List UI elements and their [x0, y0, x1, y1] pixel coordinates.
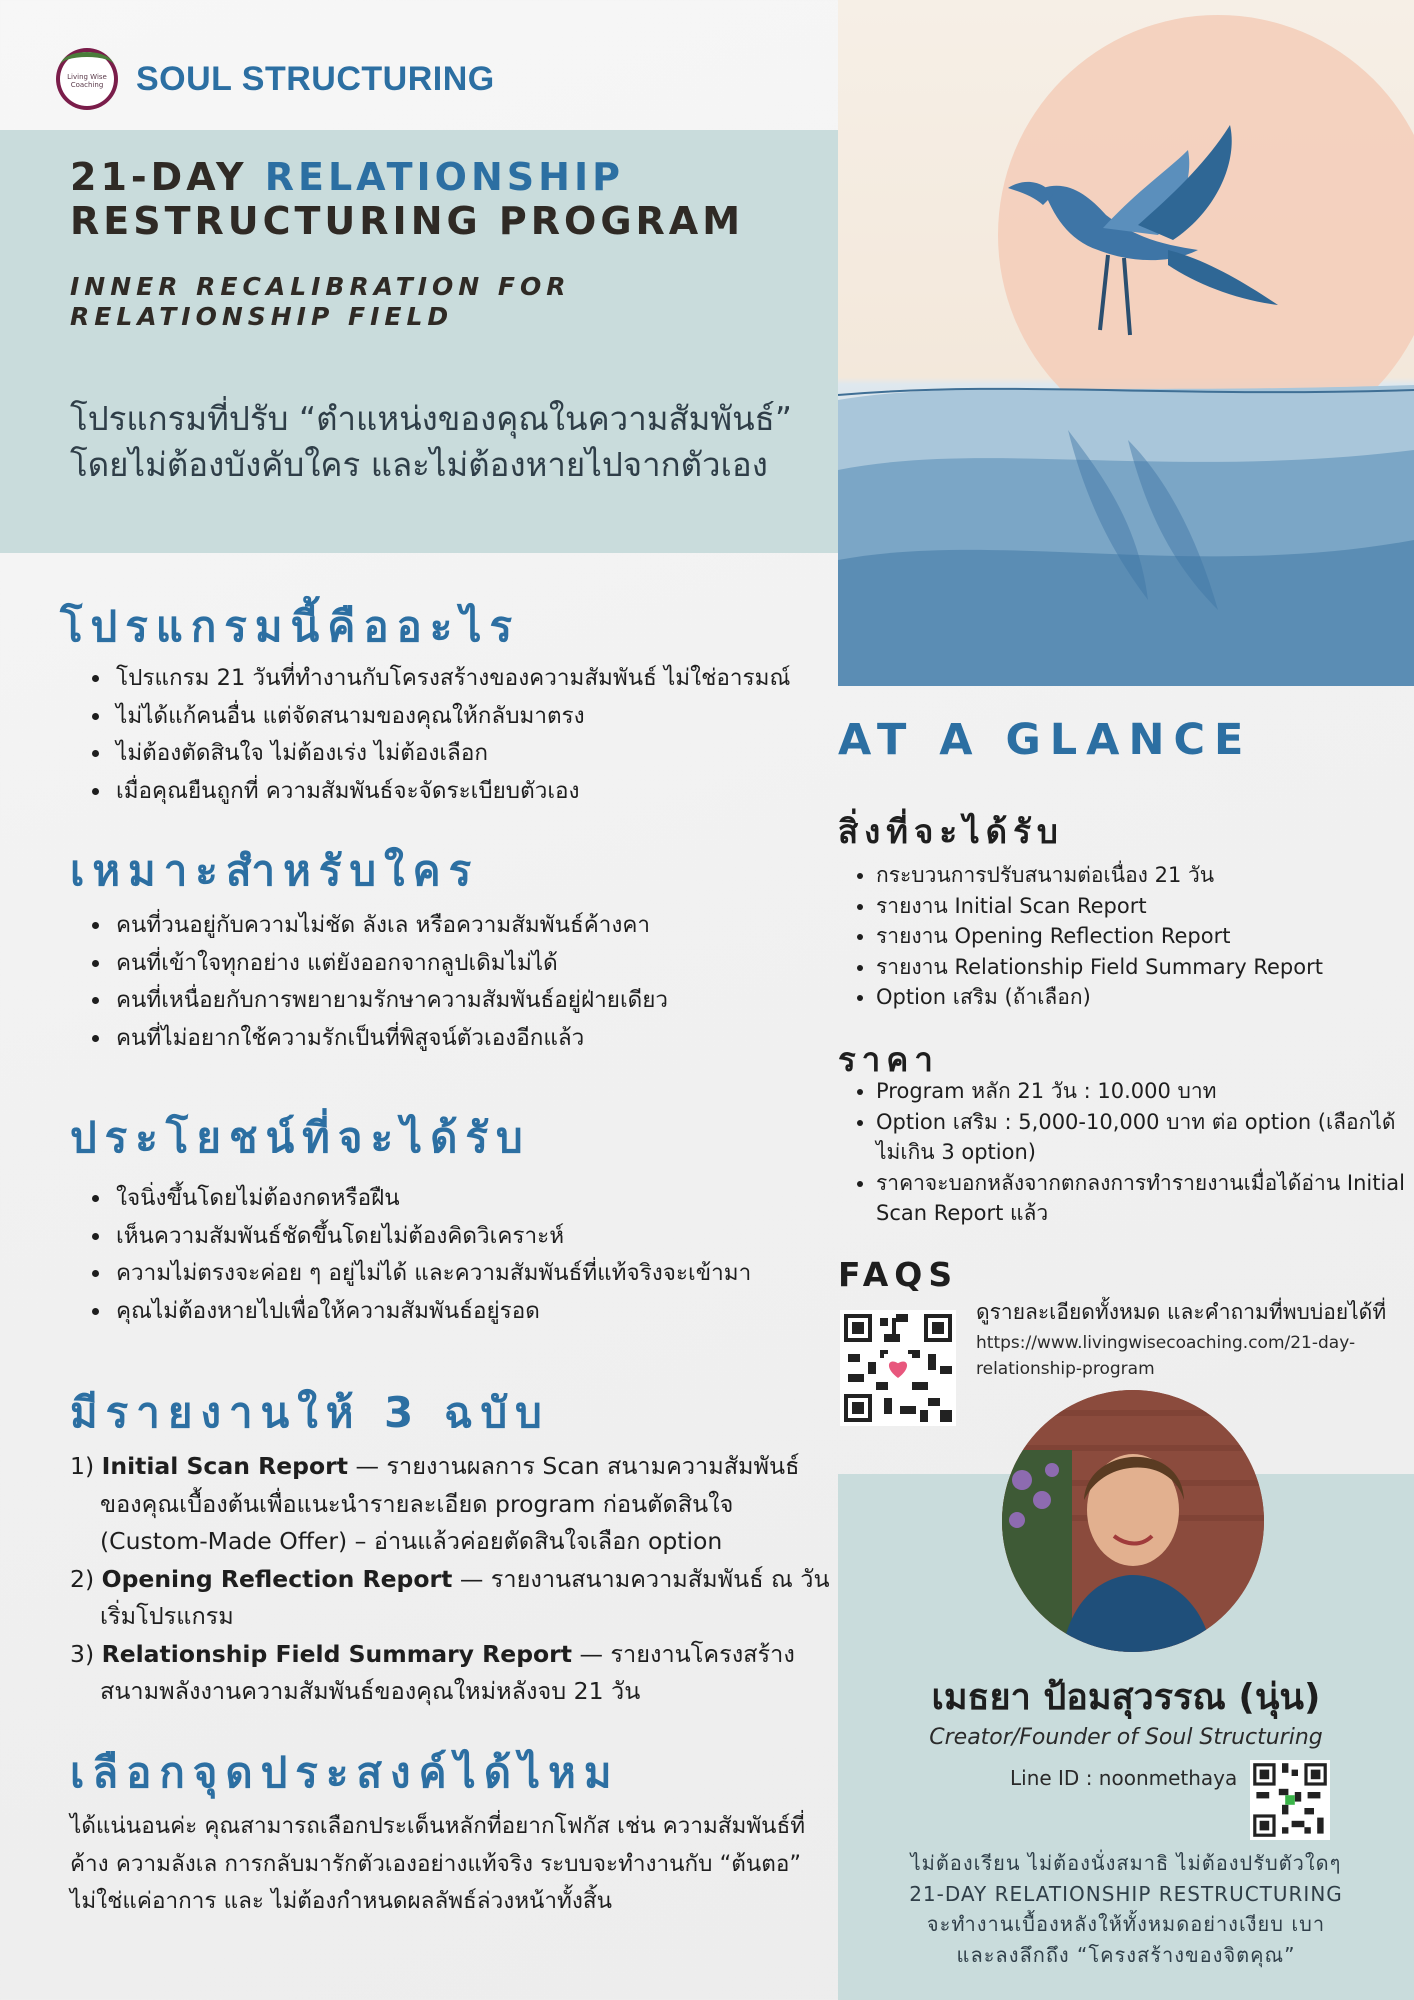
- for-whom-heading: เหมาะสำหรับใคร: [70, 846, 480, 895]
- what-list: [70, 660, 872, 810]
- list-item: • คนที่เหนื่อยกับการพยายามรักษาความสัมพันธ์อยู่ฝ่ายเดียว: [112, 982, 872, 1020]
- list-item: • เห็นความสัมพันธ์ชัดขึ้นโดยไม่ต้องคิดวิเคราะห์: [112, 1218, 872, 1256]
- list-item: • คนที่เข้าใจทุกอย่าง แต่ยังออกจากลูปเดิมไม่ได้: [112, 945, 872, 983]
- list-item: • เมื่อคุณยืนถูกที่ ความสัมพันธ์จะจัดระเบียบตัวเอง: [112, 773, 872, 811]
- list-item: • Option เสริม : 5,000-10,000 บาท ต่อ option (เลือกได้ไม่เกิน 3 option): [876, 1107, 1414, 1168]
- brand-logo-icon: Living Wise Coaching: [56, 48, 118, 110]
- benefits-list: [70, 1180, 872, 1330]
- creator-name: เมธยา ป้อมสุวรรณ (นุ่น): [931, 1677, 1321, 1718]
- list-item: • ใจนิ่งขึ้นโดยไม่ต้องกดหรือฝืน: [112, 1180, 872, 1218]
- bird-illustration-svg: [838, 0, 1414, 686]
- list-item: • โปรแกรม 21 วันที่ทำงานกับโครงสร้างของความสัมพันธ์ ไม่ใช่อารมณ์: [112, 660, 872, 698]
- faq-qr-code[interactable]: [840, 1310, 956, 1426]
- faq-text: ดูรายละเอียดทั้งหมด และคำถามที่พบบ่อยได้ที่: [976, 1300, 1387, 1324]
- faq-link[interactable]: https://www.livingwisecoaching.com/21-day-relationship-program: [976, 1333, 1356, 1379]
- reports-list: [70, 1448, 840, 1711]
- avatar-portrait: [1002, 1390, 1264, 1652]
- avatar: [1002, 1390, 1264, 1652]
- list-item: • รายงาน Opening Reflection Report: [876, 921, 1414, 952]
- list-item: • รายงาน Initial Scan Report: [876, 891, 1414, 922]
- receive-list: [838, 860, 1414, 1013]
- list-item: • คนที่ไม่อยากใช้ความรักเป็นที่พิสูจน์ตัวเองอีกแล้ว: [112, 1020, 872, 1058]
- program-tagline: โปรแกรมที่ปรับ “ตำแหน่งของคุณในความสัมพันธ์” โดยไม่ต้องบังคับใคร และไม่ต้องหายไปจากตัวเอง: [70, 399, 792, 484]
- qr-code-icon: [1250, 1760, 1330, 1840]
- brand-name: SOUL STRUCTURING: [136, 59, 495, 98]
- report-item: 1) Initial Scan Report — รายงานผลการ Scan สนามความสัมพันธ์ของคุณเบื้องต้นเพื่อแนะนำรายละเอียด program ก่อนตัดสินใจ (Custom-Made Offer) – อ่านแล้วค่อยตัดสินใจเลือก option: [70, 1452, 800, 1555]
- creator-role: Creator/Founder of Soul Structuring: [929, 1725, 1323, 1750]
- program-subtitle: INNER RECALIBRATION FOR RELATIONSHIP FIELD: [70, 272, 571, 331]
- list-item: • ไม่ต้องตัดสินใจ ไม่ต้องเร่ง ไม่ต้องเลือก: [112, 735, 872, 773]
- list-item: • ราคาจะบอกหลังจากตกลงการทำรายงานเมื่อได้อ่าน Initial Scan Report แล้ว: [876, 1168, 1414, 1229]
- bird-illustration: [838, 0, 1414, 686]
- benefits-heading: ประโยชน์ที่จะได้รับ: [70, 1113, 531, 1162]
- faq-heading: FAQS: [838, 1255, 959, 1294]
- list-item: • ไม่ได้แก้คนอื่น แต่จัดสนามของคุณให้กลับมาตรง: [112, 698, 872, 736]
- program-title: 21-DAY RELATIONSHIP RESTRUCTURING PROGRAM: [70, 155, 745, 243]
- choose-heading: เลือกจุดประสงค์ได้ไหม: [70, 1748, 620, 1797]
- list-item: • กระบวนการปรับสนามต่อเนื่อง 21 วัน: [876, 860, 1414, 891]
- reports-heading: มีรายงานให้ 3 ฉบับ: [70, 1388, 550, 1437]
- list-item: • คนที่วนอยู่กับความไม่ชัด ลังเล หรือความสัมพันธ์ค้างคา: [112, 907, 872, 945]
- line-qr-code[interactable]: [1250, 1760, 1330, 1840]
- list-item: • ความไม่ตรงจะค่อย ๆ อยู่ไม่ได้ และความสัมพันธ์ที่แท้จริงจะเข้ามา: [112, 1255, 872, 1293]
- glance-heading: AT A GLANCE: [838, 715, 1253, 765]
- brand-header: [56, 48, 495, 110]
- list-item: • รายงาน Relationship Field Summary Report: [876, 952, 1414, 983]
- report-item: 3) Relationship Field Summary Report — รายงานโครงสร้างสนามพลังงานความสัมพันธ์ของคุณใหม่หลังจบ 21 วัน: [70, 1639, 795, 1705]
- for-whom-list: [70, 907, 872, 1057]
- price-heading: ราคา: [838, 1040, 939, 1079]
- list-item: • Option เสริม (ถ้าเลือก): [876, 982, 1414, 1013]
- list-item: • Program หลัก 21 วัน : 10.000 บาท: [876, 1076, 1414, 1107]
- price-list: [838, 1076, 1414, 1229]
- closing-text: ไม่ต้องเรียน ไม่ต้องนั่งสมาธิ ไม่ต้องปรับตัวใดๆ 21-DAY RELATIONSHIP RESTRUCTURING จะทำงานเบื้องหลังให้ทั้งหมดอย่างเงียบ เบา และลงลึกถึง “โครงสร้างของจิตคุณ”: [909, 1851, 1343, 1967]
- qr-code-icon: [840, 1310, 956, 1426]
- receive-heading: สิ่งที่จะได้รับ: [838, 812, 1064, 851]
- line-id: Line ID : noonmethaya: [1010, 1766, 1238, 1790]
- report-item: 2) Opening Reflection Report — รายงานสนามความสัมพันธ์ ณ วันเริ่มโปรแกรม: [70, 1564, 830, 1630]
- choose-text: ได้แน่นอนค่ะ คุณสามารถเลือกประเด็นหลักที่อยากโฟกัส เช่น ความสัมพันธ์ที่ค้าง ความลังเล การกลับมารักตัวเองอย่างแท้จริง ระบบจะทำงานกับ “ต้นตอ” ไม่ใช่แค่อาการ และ ไม่ต้องกำหนดผลลัพธ์ล่วงหน้าทั้งสิ้น: [70, 1813, 806, 1914]
- list-item: • คุณไม่ต้องหายไปเพื่อให้ความสัมพันธ์อยู่รอด: [112, 1293, 872, 1331]
- what-heading: โปรแกรมนี้คืออะไร: [60, 602, 521, 651]
